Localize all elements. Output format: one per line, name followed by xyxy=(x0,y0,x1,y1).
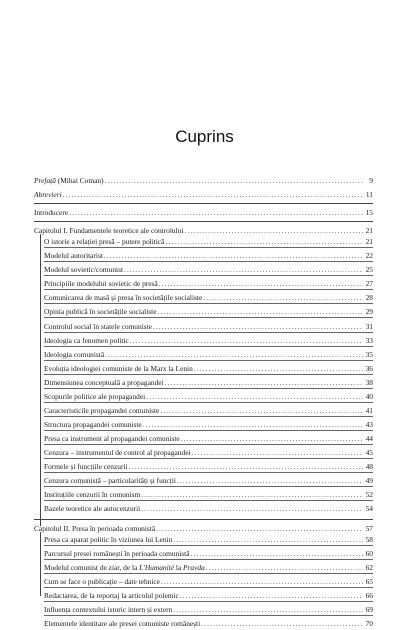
entry-rule xyxy=(44,416,373,417)
toc-entry[interactable]: Modelul autoritarist ..... 22 xyxy=(44,251,373,262)
toc-entry-introducere[interactable] xyxy=(34,208,373,219)
toc-label: Capitolul II. Presa în perioada comunistă xyxy=(34,524,156,533)
leader-dots xyxy=(105,350,363,359)
toc-entry[interactable]: Presa ca aparat politic în viziunea lui Lenin ..... 58 xyxy=(44,535,373,546)
leader-dots xyxy=(159,279,363,288)
toc-page: 11 xyxy=(365,190,373,199)
entry-rule xyxy=(44,275,373,276)
leader-dots xyxy=(165,378,363,387)
leader-dots xyxy=(181,434,363,443)
leader-dots xyxy=(141,490,363,499)
toc-entry[interactable]: Bazele teoretice ale autocenzurii ..... 54 xyxy=(44,504,373,515)
toc-page: 9 xyxy=(369,176,373,185)
leader-dots xyxy=(201,619,363,628)
toc-entry[interactable]: Evoluția ideologiei comuniste de la Marx la Lenin ..... 36 xyxy=(44,364,373,375)
leader-dots xyxy=(143,420,363,429)
leader-dots xyxy=(63,190,363,199)
toc-entry[interactable]: Modelul sovietic/comunist ..... 25 xyxy=(44,265,373,276)
toc-entry[interactable]: Principiile modelului sovietic de presă ..... 27 xyxy=(44,279,373,290)
entry-rule xyxy=(44,247,373,248)
leader-dots xyxy=(173,535,363,544)
toc-entry[interactable]: Elementele identitare ale presei comuniste românești ..... 70 xyxy=(44,619,373,630)
toc-entry[interactable]: Dimensiunea conceptuală a propagandei ..... 38 xyxy=(44,378,373,389)
toc-label-italic: Abrevieri xyxy=(34,190,62,199)
toc-label-suffix: (Mihai Coman) xyxy=(55,176,104,185)
entry-rule xyxy=(44,374,373,375)
leader-dots xyxy=(184,226,363,235)
leader-dots xyxy=(141,504,363,513)
entry-rule xyxy=(44,573,373,574)
toc-chapter-2[interactable] xyxy=(34,524,373,535)
leader-dots xyxy=(192,448,363,457)
leader-dots xyxy=(194,364,363,373)
page-title: Cuprins xyxy=(175,127,234,146)
leader-dots xyxy=(160,406,363,415)
toc-entry[interactable]: Opinia publică în societățile socialiste ..... 29 xyxy=(44,307,373,318)
toc-entry[interactable]: Scopurile politice ale propagandei ..... 40 xyxy=(44,392,373,403)
entry-rule xyxy=(44,360,373,361)
leader-dots xyxy=(129,462,363,471)
toc-entry[interactable]: Ideologia comunistă ..... 35 xyxy=(44,350,373,361)
toc-entry[interactable]: Caracteristicile propagandei comuniste ..... 41 xyxy=(44,406,373,417)
entry-rule xyxy=(44,601,373,602)
entry-rule xyxy=(44,587,373,588)
leader-dots xyxy=(180,591,363,600)
leader-dots xyxy=(104,251,363,260)
toc-entry[interactable]: Modelul comunist de ziar, de la L'Humanité la Pravda ..... 62 xyxy=(44,563,373,574)
leader-dots xyxy=(156,524,363,533)
toc-entry[interactable]: Controlul social în statele comuniste ..... 31 xyxy=(44,322,373,333)
divider xyxy=(34,221,373,222)
entry-rule xyxy=(44,261,373,262)
toc-entry-prefata[interactable] xyxy=(34,176,373,187)
leader-dots xyxy=(191,549,363,558)
toc-page: 15 xyxy=(365,208,373,217)
leader-dots xyxy=(206,563,363,572)
toc-entry[interactable]: Formele și funcțiile cenzurii ..... 48 xyxy=(44,462,373,473)
leader-dots xyxy=(124,265,363,274)
entry-rule xyxy=(44,430,373,431)
divider xyxy=(34,203,373,204)
divider xyxy=(34,519,373,520)
entry-rule xyxy=(44,486,373,487)
toc-entry-abrevieri[interactable] xyxy=(34,190,373,201)
toc-entry[interactable]: Structura propagandei comuniste ..... 43 xyxy=(44,420,373,431)
chapter-bracket xyxy=(40,532,41,596)
entry-rule xyxy=(44,388,373,389)
entry-rule xyxy=(44,472,373,473)
leader-dots xyxy=(161,577,363,586)
toc-entry[interactable]: O istorie a relației presă – putere politică ..... 21 xyxy=(44,237,373,248)
leader-dots xyxy=(69,208,363,217)
toc-label-italic: Prefață xyxy=(34,176,56,185)
toc-entry[interactable]: Cenzura – instrumentul de control al propagandei ..... 45 xyxy=(44,448,373,459)
toc-entry[interactable]: Cenzura comunistă – particularități și funcții ..... 49 xyxy=(44,476,373,487)
entry-rule xyxy=(44,458,373,459)
leader-dots xyxy=(146,392,363,401)
entry-rule xyxy=(44,317,373,318)
entry-rule xyxy=(44,545,373,546)
toc-entry[interactable]: Influența contextului istoric intern și extern ..... 69 xyxy=(44,605,373,616)
toc-chapter-1[interactable] xyxy=(34,226,373,237)
leader-dots xyxy=(153,322,363,331)
leader-dots xyxy=(177,476,363,485)
chapter-bracket xyxy=(40,234,41,526)
toc-entry[interactable]: Comunicarea de masă și presa în societățile socialiste ..... 28 xyxy=(44,293,373,304)
toc-entry[interactable]: Ideologia ca fenomen politic ..... 33 xyxy=(44,336,373,347)
entry-rule xyxy=(44,500,373,501)
entry-rule xyxy=(44,559,373,560)
toc-entry[interactable]: Instituțiile cenzurii în comunism ..... 52 xyxy=(44,490,373,501)
toc-label: Introducere xyxy=(34,208,69,217)
entry-rule xyxy=(44,444,373,445)
toc-entry[interactable]: Cum se face o publicație – date tehnice ..... 65 xyxy=(44,577,373,588)
leader-dots xyxy=(173,605,363,614)
entry-rule xyxy=(44,332,373,333)
leader-dots xyxy=(203,293,363,302)
leader-dots xyxy=(157,307,363,316)
toc-page: 57 xyxy=(365,524,373,533)
toc-entry[interactable]: Redactarea, de la reportaj la articolul polemic ..... 66 xyxy=(44,591,373,602)
entry-rule xyxy=(44,289,373,290)
leader-dots xyxy=(130,336,363,345)
entry-rule xyxy=(44,303,373,304)
toc-label: Capitolul I. Fundamentele teoretice ale controlului xyxy=(34,226,184,235)
toc-entry[interactable]: Presa ca instrument al propagandei comuniste ..... 44 xyxy=(44,434,373,445)
entry-rule xyxy=(44,615,373,616)
toc-page: 21 xyxy=(365,226,373,235)
leader-dots xyxy=(165,237,363,246)
leader-dots xyxy=(105,176,363,185)
entry-rule xyxy=(44,346,373,347)
entry-rule xyxy=(44,402,373,403)
toc-entry[interactable]: Parcursul presei românești în perioada comunistă ..... 60 xyxy=(44,549,373,560)
